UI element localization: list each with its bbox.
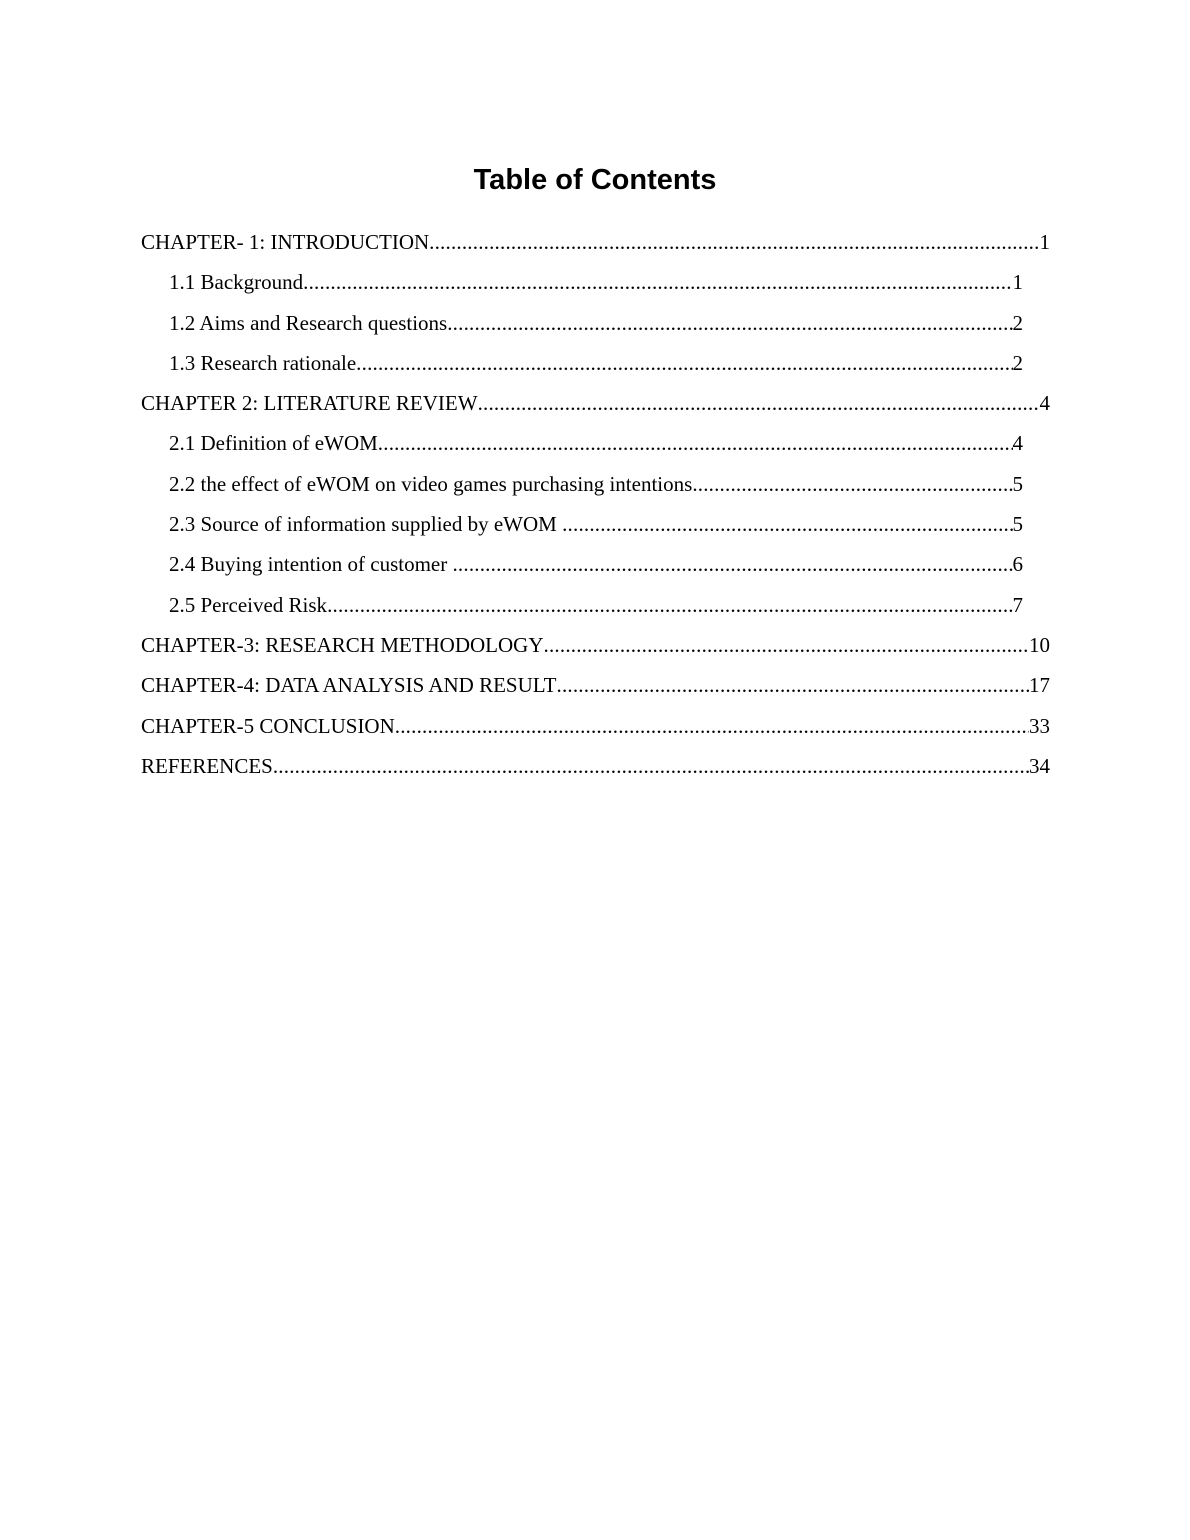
toc-entry	[0, 746, 1190, 786]
toc-dot-leader	[395, 706, 1029, 746]
toc-entry-text: CHAPTER- 1: INTRODUCTION	[141, 230, 430, 254]
toc-page-number: 1	[1012, 270, 1023, 295]
toc-dot-leader	[327, 585, 1012, 625]
toc-entry-text: 1.1 Background	[169, 270, 304, 295]
toc-page-number: 17	[1029, 673, 1050, 698]
toc-entry	[0, 343, 1190, 383]
toc-page-number: 33	[1029, 713, 1050, 738]
toc-entry	[0, 383, 1190, 423]
toc-entry	[0, 706, 1190, 746]
toc-entry-text: CHAPTER-4: DATA ANALYSIS AND RESULT	[141, 673, 557, 698]
toc-dot-leader	[273, 746, 1029, 786]
toc-page-number: 6	[1012, 552, 1023, 577]
toc-entry-text: CHAPTER 2: LITERATURE REVIEW	[141, 391, 478, 416]
toc-link[interactable]	[169, 262, 1023, 302]
toc-entry	[0, 303, 1190, 343]
toc-entry-text: REFERENCES	[141, 753, 273, 778]
toc-dot-leader	[557, 665, 1030, 705]
toc-dot-leader	[447, 303, 1012, 343]
toc-link[interactable]	[169, 464, 1023, 504]
toc-link[interactable]	[141, 383, 1050, 423]
toc-title: Table of Contents	[473, 164, 717, 196]
toc-entry-text: 2.3 Source of information supplied by eWOM	[169, 512, 563, 537]
toc-link[interactable]	[169, 423, 1023, 463]
toc-entry	[0, 625, 1190, 665]
toc-entry	[0, 665, 1190, 705]
toc-link[interactable]	[169, 343, 1023, 383]
toc-entry	[0, 464, 1190, 504]
toc-entry-text: 2.2 the effect of eWOM on video games purchasing intentions	[169, 471, 693, 496]
toc-entry-text: 2.4 Buying intention of customer	[169, 552, 453, 577]
toc-page-number: 2	[1012, 350, 1023, 375]
toc-list	[0, 222, 1190, 786]
toc-page-number: 4	[1012, 431, 1023, 456]
toc-page-number: 1	[1039, 230, 1050, 254]
toc-page-number: 4	[1039, 391, 1050, 416]
toc-link[interactable]	[141, 222, 1050, 262]
toc-entry	[0, 262, 1190, 302]
toc-entry-text: CHAPTER-3: RESEARCH METHODOLOGY	[141, 632, 544, 657]
toc-entry	[0, 544, 1190, 584]
toc-page-number: 34	[1029, 753, 1050, 778]
toc-entry-text: 2.5 Perceived Risk	[169, 592, 328, 617]
toc-entry	[0, 222, 1190, 262]
toc-dot-leader	[562, 504, 1012, 544]
toc-link[interactable]	[169, 585, 1023, 625]
toc-entry	[0, 423, 1190, 463]
toc-link[interactable]	[141, 746, 1050, 786]
toc-link[interactable]	[169, 544, 1023, 584]
toc-entry-text: 1.3 Research rationale	[169, 350, 357, 375]
toc-page-number: 5	[1012, 471, 1023, 496]
toc-dot-leader	[478, 383, 1040, 423]
toc-page-number: 10	[1029, 632, 1050, 657]
toc-dot-leader	[303, 262, 1012, 302]
toc-dot-leader	[356, 343, 1012, 383]
toc-page-number: 7	[1012, 592, 1023, 617]
toc-entry	[0, 585, 1190, 625]
toc-entry-text: 1.2 Aims and Research questions	[169, 310, 448, 335]
toc-page-number: 5	[1012, 512, 1023, 537]
toc-link[interactable]	[141, 625, 1050, 665]
toc-dot-leader	[692, 464, 1012, 504]
toc-link[interactable]	[141, 665, 1050, 705]
toc-dot-leader	[429, 222, 1039, 262]
toc-dot-leader	[452, 544, 1012, 584]
toc-page-number: 2	[1012, 310, 1023, 335]
toc-dot-leader	[378, 423, 1013, 463]
toc-link[interactable]	[141, 706, 1050, 746]
toc-link[interactable]	[169, 504, 1023, 544]
toc-link[interactable]	[169, 303, 1023, 343]
toc-entry	[0, 504, 1190, 544]
toc-dot-leader	[544, 625, 1029, 665]
toc-entry-text: CHAPTER-5 CONCLUSION	[141, 713, 395, 738]
toc-entry-text: 2.1 Definition of eWOM	[169, 431, 378, 456]
